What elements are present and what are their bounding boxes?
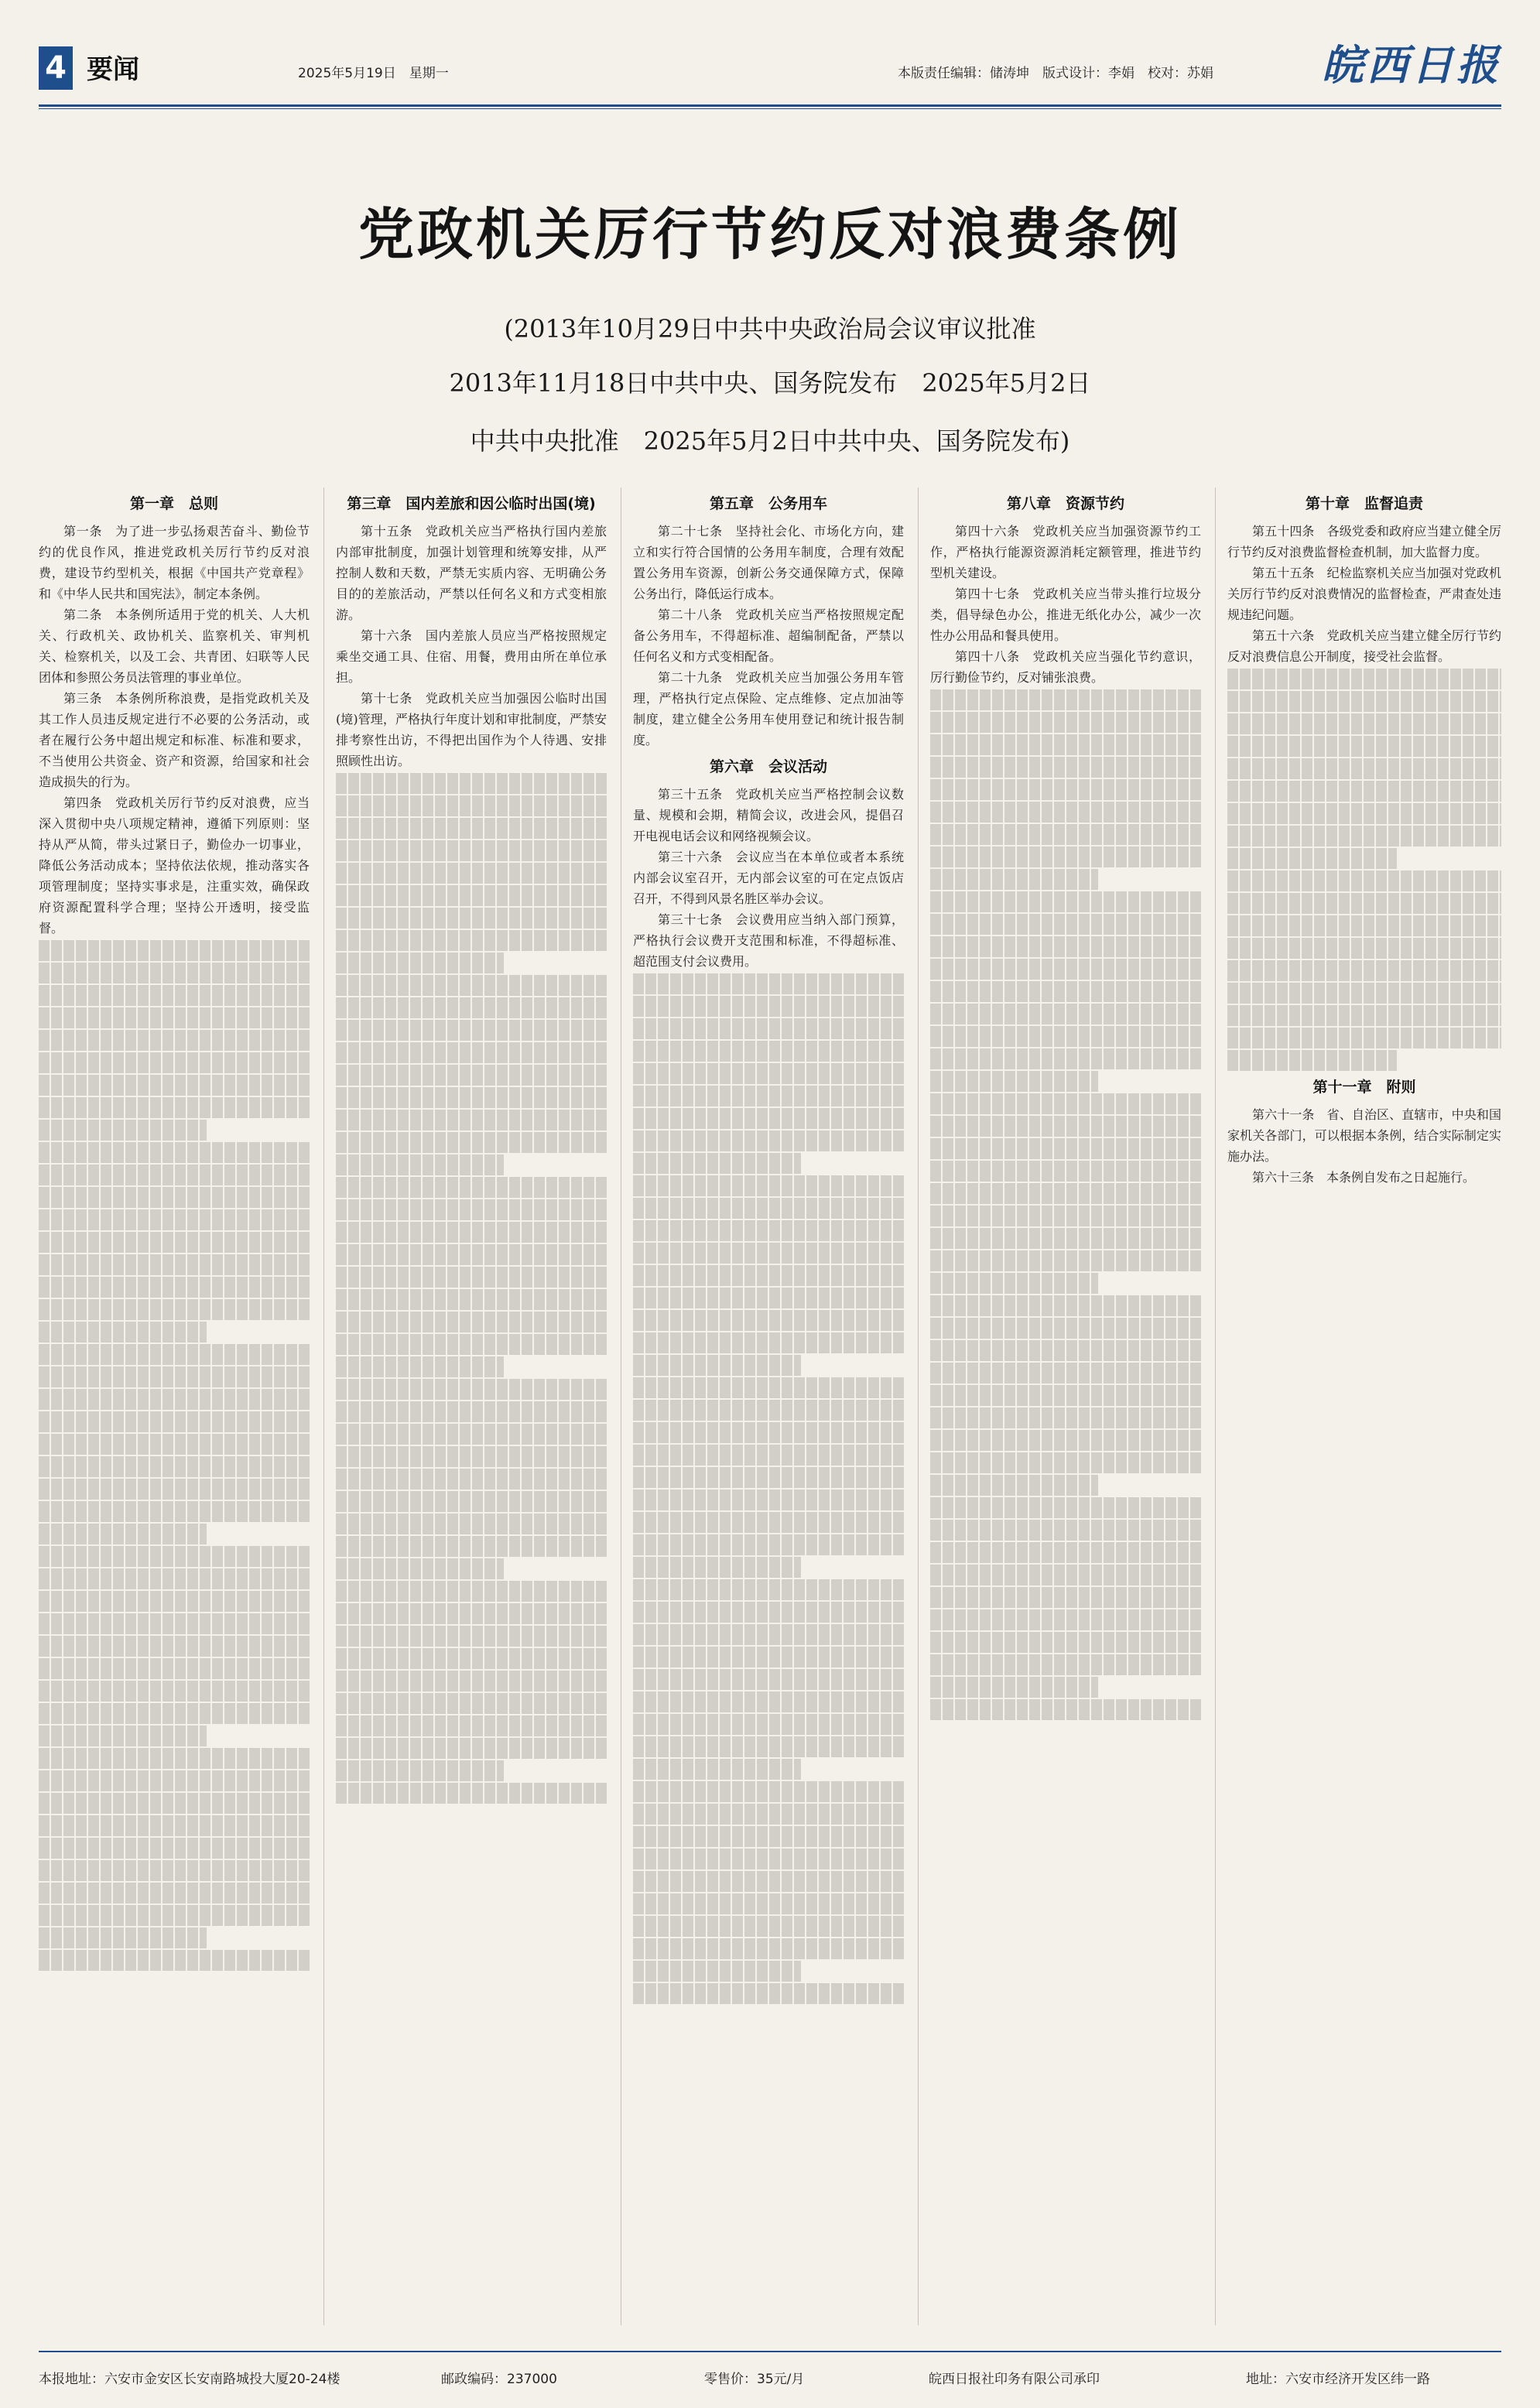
text-line <box>39 1052 310 1073</box>
text-line <box>633 1467 904 1488</box>
text-line <box>39 1748 310 1769</box>
text-line <box>39 1568 310 1589</box>
article-paragraph: 第二十八条 党政机关应当严格按照规定配备公务用车，不得超标准、超编制配备，严禁以任何名义和方式变相配备。 <box>633 607 904 664</box>
text-line <box>1227 1028 1501 1048</box>
text-line <box>336 1469 607 1490</box>
page-number: 4 <box>39 46 73 90</box>
article-subtitle-line-2: 2013年11月18日中共中央、国务院发布 2025年5月2日 <box>449 368 1091 398</box>
text-line <box>930 1654 1201 1675</box>
text-line <box>930 1183 1201 1204</box>
page-header <box>39 31 1501 101</box>
chapter-heading: 第三章 国内差旅和因公临时出国(境) <box>347 495 596 512</box>
article-paragraph: 第十六条 国内差旅人员应当严格按照规定乘坐交通工具、住宿、用餐，费用由所在单位承担。 <box>336 628 607 685</box>
text-line <box>39 1927 207 1948</box>
text-line <box>336 997 607 1018</box>
text-line <box>1227 691 1501 712</box>
text-line <box>930 914 1201 935</box>
text-line <box>39 985 310 1006</box>
text-line <box>336 863 607 884</box>
editor-credits: 本版责任编辑：储涛坤 版式设计：李娟 校对：苏娟 <box>898 66 1213 81</box>
text-line <box>39 1232 310 1253</box>
text-line <box>633 1781 904 1802</box>
chapter-heading: 第五章 公务用车 <box>709 495 827 512</box>
text-line <box>39 1726 207 1746</box>
text-line <box>930 757 1201 778</box>
text-line <box>336 1491 607 1512</box>
article-paragraph: 第三十五条 党政机关应当严格控制会议数量、规模和会期，精简会议，改进会风，提倡召开电视电话会议和网络视频会议。 <box>633 787 904 843</box>
article-paragraph: 第五十五条 纪检监察机关应当加强对党政机关厉行节约反对浪费情况的监督检查，严肃查处违规违纪问题。 <box>1227 566 1501 622</box>
text-line <box>633 1579 904 1600</box>
text-line <box>930 689 1201 710</box>
text-continuation <box>39 940 310 1971</box>
text-line <box>39 1277 310 1298</box>
text-line <box>930 1206 1201 1226</box>
text-line <box>39 1299 310 1320</box>
text-line <box>39 1591 310 1612</box>
text-line <box>39 1389 310 1410</box>
text-line <box>930 1004 1201 1024</box>
text-line <box>930 1565 1201 1585</box>
text-line <box>930 1475 1098 1496</box>
text-continuation <box>336 773 607 1804</box>
text-line <box>930 779 1201 800</box>
text-line <box>930 1250 1201 1271</box>
text-line <box>336 1312 607 1332</box>
header-divider-thin <box>39 108 1501 109</box>
text-line <box>633 1624 904 1645</box>
text-line <box>633 1691 904 1712</box>
text-line <box>930 1340 1201 1361</box>
text-line <box>336 1244 607 1265</box>
text-line <box>633 1916 904 1937</box>
text-line <box>633 1130 904 1151</box>
text-line <box>39 1434 310 1455</box>
text-line <box>633 1332 904 1353</box>
text-line <box>336 1648 607 1669</box>
text-line <box>39 1703 310 1724</box>
text-line <box>930 1677 1098 1698</box>
text-line <box>633 1759 801 1780</box>
text-line <box>633 1445 904 1466</box>
column-divider <box>918 487 919 2325</box>
chapter-heading: 第一章 总则 <box>129 495 218 512</box>
chapter-heading: 第十章 监督追责 <box>1305 495 1423 512</box>
article-paragraph: 第四条 党政机关厉行节约反对浪费，应当深入贯彻中央八项规定精神，遵循下列原则：坚持从严从简，带头过紧日子，勤俭办一切事业，降低公务活动成本；坚持依法依规，推动落实各项管理制度；坚持实事求是，注重实效，确保政府资源配置科学合理；坚持公开透明，接受监督。 <box>39 795 310 935</box>
text-line <box>39 1905 310 1926</box>
text-line <box>930 1587 1201 1608</box>
text-line <box>633 1422 904 1443</box>
text-line <box>633 1669 904 1690</box>
footer-address: 本报地址：六安市金安区长安南路城投大厦20-24楼 <box>39 2372 341 2387</box>
text-line <box>1227 893 1501 914</box>
article-paragraph: 第四十八条 党政机关应当强化节约意识，厉行勤俭节约，反对铺张浪费。 <box>930 649 1201 685</box>
text-line <box>930 1273 1098 1294</box>
text-line <box>336 1020 607 1041</box>
article-paragraph: 第十七条 党政机关应当加强因公临时出国(境)管理，严格执行年度计划和审批制度，严禁安排考察性出访，不得把出国作为个人待遇、安排照顾性出访。 <box>336 691 607 768</box>
text-line <box>1227 960 1501 981</box>
footer-print-address: 地址：六安市经济开发区纬一路 <box>1246 2372 1430 2387</box>
text-line <box>336 1065 607 1086</box>
text-line <box>930 1138 1201 1159</box>
text-line <box>39 1838 310 1859</box>
chapter-heading: 第六章 会议活动 <box>709 758 827 775</box>
text-line <box>39 1524 207 1544</box>
article-paragraph: 第一条 为了进一步弘扬艰苦奋斗、勤俭节约的优良作风，推进党政机关厉行节约反对浪费，建设节约型机关，根据《中国共产党章程》和《中华人民共和国宪法》，制定本条例。 <box>39 524 310 601</box>
text-line <box>39 1546 310 1567</box>
article-subtitle-line-1: (2013年10月29日中共中央政治局会议审议批准 <box>504 314 1036 344</box>
text-continuation <box>1227 669 1501 1071</box>
article-paragraph: 第五十四条 各级党委和政府应当建立健全厉行节约反对浪费监督检查机制，加大监督力度。 <box>1227 524 1501 559</box>
text-line <box>1227 736 1501 757</box>
text-line <box>336 1715 607 1736</box>
text-line <box>336 953 504 973</box>
text-line <box>39 963 310 983</box>
article-body <box>39 487 1501 2325</box>
text-line <box>336 1446 607 1467</box>
text-line <box>39 1456 310 1477</box>
text-line <box>39 940 310 961</box>
text-line <box>39 1613 310 1634</box>
text-line <box>39 1366 310 1387</box>
text-line <box>1227 803 1501 824</box>
text-line <box>633 1938 904 1959</box>
text-line <box>39 1097 310 1118</box>
text-continuation <box>633 973 904 2004</box>
text-line <box>930 1408 1201 1428</box>
text-line <box>1227 781 1501 802</box>
header-divider <box>39 104 1501 107</box>
text-line <box>336 1424 607 1445</box>
article-paragraph: 第二十九条 党政机关应当加强公务用车管理，严格执行定点保险、定点维修、定点加油等制度，建立健全公务用车使用登记和统计报告制度。 <box>633 670 904 747</box>
text-line <box>336 1626 607 1647</box>
text-line <box>336 1603 607 1624</box>
text-line <box>39 1860 310 1881</box>
text-line <box>39 1209 310 1230</box>
text-line <box>336 1558 504 1579</box>
text-column-1 <box>39 487 310 2325</box>
text-column-4 <box>930 487 1201 2325</box>
article-paragraph: 第二条 本条例所适用于党的机关、人大机关、行政机关、政协机关、监察机关、审判机关、检察机关，以及工会、共青团、妇联等人民团体和参照公务员法管理的事业单位。 <box>39 607 310 685</box>
text-line <box>39 1187 310 1208</box>
text-line <box>930 1497 1201 1518</box>
text-line <box>930 1363 1201 1384</box>
text-line <box>633 1983 904 2004</box>
text-line <box>633 1108 904 1129</box>
text-line <box>930 847 1201 867</box>
text-line <box>39 1658 310 1679</box>
text-line <box>336 1356 504 1377</box>
text-line <box>633 1288 904 1308</box>
text-line <box>336 1267 607 1288</box>
text-line <box>930 1116 1201 1137</box>
text-line <box>930 1430 1201 1451</box>
text-line <box>39 1030 310 1051</box>
text-line <box>930 1048 1201 1069</box>
text-line <box>1227 848 1397 869</box>
chapter-heading: 第十一章 附则 <box>1312 1079 1416 1096</box>
text-line <box>633 1893 904 1914</box>
text-line <box>39 1883 310 1903</box>
text-line <box>930 1071 1098 1092</box>
text-line <box>633 1512 904 1533</box>
footer-divider <box>39 2351 1501 2352</box>
page-footer <box>39 2360 1501 2391</box>
text-line <box>930 802 1201 823</box>
text-line <box>633 1961 801 1982</box>
text-line <box>336 1760 504 1781</box>
article-paragraph: 第五十六条 党政机关应当建立健全厉行节约反对浪费信息公开制度，接受社会监督。 <box>1227 628 1501 664</box>
text-line <box>930 1318 1201 1339</box>
text-line <box>336 1514 607 1534</box>
text-line <box>336 1289 607 1310</box>
text-line <box>633 1490 904 1510</box>
text-line <box>930 959 1201 980</box>
text-line <box>633 1736 904 1757</box>
article-paragraph: 第六十三条 本条例自发布之日起施行。 <box>1252 1170 1476 1185</box>
text-line <box>633 1086 904 1107</box>
text-line <box>336 930 607 951</box>
column-divider <box>1215 487 1216 2325</box>
text-line <box>336 1132 607 1153</box>
text-line <box>336 840 607 861</box>
text-line <box>633 1243 904 1264</box>
text-line <box>930 1609 1201 1630</box>
text-line <box>930 1452 1201 1473</box>
article-paragraph: 第四十六条 党政机关应当加强资源节约工作，严格执行能源资源消耗定额管理，推进节约型机关建设。 <box>930 524 1201 580</box>
text-line <box>930 1632 1201 1653</box>
text-line <box>39 1142 310 1163</box>
footer-postcode: 邮政编码：237000 <box>441 2372 557 2387</box>
text-line <box>336 795 607 816</box>
article-paragraph: 第三条 本条例所称浪费，是指党政机关及其工作人员违反规定进行不必要的公务活动，或者在履行公务中超出规定和标准、标准和要求，不当使用公共资金、资产和资源，给国家和社会造成损失的行为。 <box>39 691 310 789</box>
text-line <box>39 1681 310 1702</box>
text-line <box>1227 983 1501 1004</box>
issue-date: 2025年5月19日 星期一 <box>298 66 449 81</box>
text-line <box>336 1783 607 1804</box>
text-line <box>336 1671 607 1691</box>
text-line <box>39 1770 310 1791</box>
text-line <box>39 1479 310 1500</box>
article-paragraph: 第二十七条 坚持社会化、市场化方向，建立和实行符合国情的公务用车制度，合理有效配置公务用车资源，创新公务交通保障方式，保障公务出行，降低运行成本。 <box>633 524 904 601</box>
text-line <box>39 1950 310 1971</box>
text-line <box>336 1177 607 1198</box>
text-line <box>1227 1005 1501 1026</box>
text-line <box>633 1534 904 1555</box>
text-line <box>930 1026 1201 1047</box>
text-line <box>930 1228 1201 1249</box>
text-line <box>1227 669 1501 689</box>
text-line <box>633 1198 904 1219</box>
chapter-heading: 第八章 资源节约 <box>1006 495 1124 512</box>
text-line <box>633 1377 904 1398</box>
article-paragraph: 第六十一条 省、自治区、直辖市，中央和国家机关各部门，可以根据本条例，结合实际制定实施办法。 <box>1227 1107 1501 1164</box>
article-title: 党政机关厉行节约反对浪费条例 <box>358 202 1182 267</box>
text-line <box>39 1165 310 1185</box>
text-line <box>1227 713 1501 734</box>
text-line <box>633 1647 904 1667</box>
text-line <box>633 1310 904 1331</box>
text-line <box>930 1520 1201 1541</box>
text-line <box>633 996 904 1017</box>
text-line <box>633 1153 801 1174</box>
text-continuation <box>930 689 1201 1720</box>
text-line <box>336 1110 607 1130</box>
text-line <box>336 908 607 929</box>
text-line <box>633 1400 904 1421</box>
text-column-3 <box>633 487 904 2325</box>
text-line <box>633 1265 904 1286</box>
text-line <box>930 869 1098 890</box>
text-line <box>633 1063 904 1084</box>
text-line <box>930 1385 1201 1406</box>
text-line <box>39 1793 310 1814</box>
text-line <box>930 712 1201 733</box>
text-line <box>336 1222 607 1243</box>
text-line <box>1227 938 1501 959</box>
text-line <box>930 1093 1201 1114</box>
text-line <box>1227 915 1501 936</box>
article-paragraph: 第四十七条 党政机关应当带头推行垃圾分类，倡导绿色办公，推进无纸化办公，减少一次性办公用品和餐具使用。 <box>930 587 1201 643</box>
text-line <box>39 1344 310 1365</box>
text-line <box>39 1007 310 1028</box>
text-line <box>633 1557 801 1578</box>
text-line <box>39 1636 310 1657</box>
footer-printer: 皖西日报社印务有限公司承印 <box>929 2372 1100 2387</box>
text-line <box>336 975 607 996</box>
text-line <box>633 1175 904 1196</box>
text-line <box>1227 826 1501 847</box>
text-line <box>336 1379 607 1400</box>
text-line <box>633 973 904 994</box>
text-line <box>39 1254 310 1275</box>
text-line <box>336 1042 607 1063</box>
text-line <box>930 936 1201 957</box>
text-line <box>930 1542 1201 1563</box>
article-paragraph: 第三十七条 会议费用应当纳入部门预算，严格执行会议费开支范围和标准，不得超标准、超范围支付会议费用。 <box>633 912 904 969</box>
article-subtitle-line-3: 中共中央批准 2025年5月2日中共中央、国务院发布) <box>470 426 1070 456</box>
text-line <box>336 773 607 794</box>
text-line <box>336 818 607 839</box>
text-line <box>930 981 1201 1002</box>
text-line <box>39 1322 207 1343</box>
text-line <box>1227 758 1501 779</box>
text-line <box>930 891 1201 912</box>
text-line <box>39 1075 310 1096</box>
text-line <box>336 1199 607 1220</box>
text-line <box>336 1693 607 1714</box>
text-line <box>633 1041 904 1062</box>
text-line <box>633 1220 904 1241</box>
text-column-5 <box>1227 487 1501 2325</box>
text-line <box>39 1120 207 1141</box>
text-column-2 <box>336 487 607 2325</box>
text-line <box>930 824 1201 845</box>
section-name: 要闻 <box>87 54 139 85</box>
text-line <box>930 1699 1201 1720</box>
text-line <box>930 1295 1201 1316</box>
text-line <box>336 1536 607 1557</box>
text-line <box>39 1501 310 1522</box>
text-line <box>633 1355 801 1376</box>
text-line <box>336 1738 607 1759</box>
text-line <box>336 1581 607 1602</box>
text-line <box>1227 1050 1397 1071</box>
text-line <box>336 1154 504 1175</box>
text-line <box>1227 871 1501 891</box>
text-line <box>930 1161 1201 1182</box>
text-line <box>39 1411 310 1432</box>
text-line <box>39 1815 310 1836</box>
text-line <box>633 1849 904 1869</box>
text-line <box>336 885 607 906</box>
article-paragraph: 第十五条 党政机关应当严格执行国内差旅内部审批制度，加强计划管理和统筹安排，从严控制人数和天数，严禁无实质内容、无明确公务目的的差旅活动，严禁以任何名义和方式变相旅游。 <box>336 524 607 622</box>
text-line <box>633 1714 904 1735</box>
text-line <box>633 1804 904 1825</box>
article-paragraph: 第三十六条 会议应当在本单位或者本系统内部会议室召开，无内部会议室的可在定点饭店召开，不得到风景名胜区举办会议。 <box>633 850 904 906</box>
text-line <box>336 1401 607 1422</box>
text-line <box>930 734 1201 755</box>
text-line <box>336 1087 607 1108</box>
text-line <box>633 1602 904 1623</box>
text-line <box>633 1018 904 1039</box>
newspaper-masthead: 皖西日报 <box>1322 40 1501 90</box>
footer-price: 零售价：35元/月 <box>704 2372 805 2387</box>
text-line <box>336 1334 607 1355</box>
column-divider <box>323 487 324 2325</box>
text-line <box>633 1871 904 1892</box>
text-line <box>633 1826 904 1847</box>
